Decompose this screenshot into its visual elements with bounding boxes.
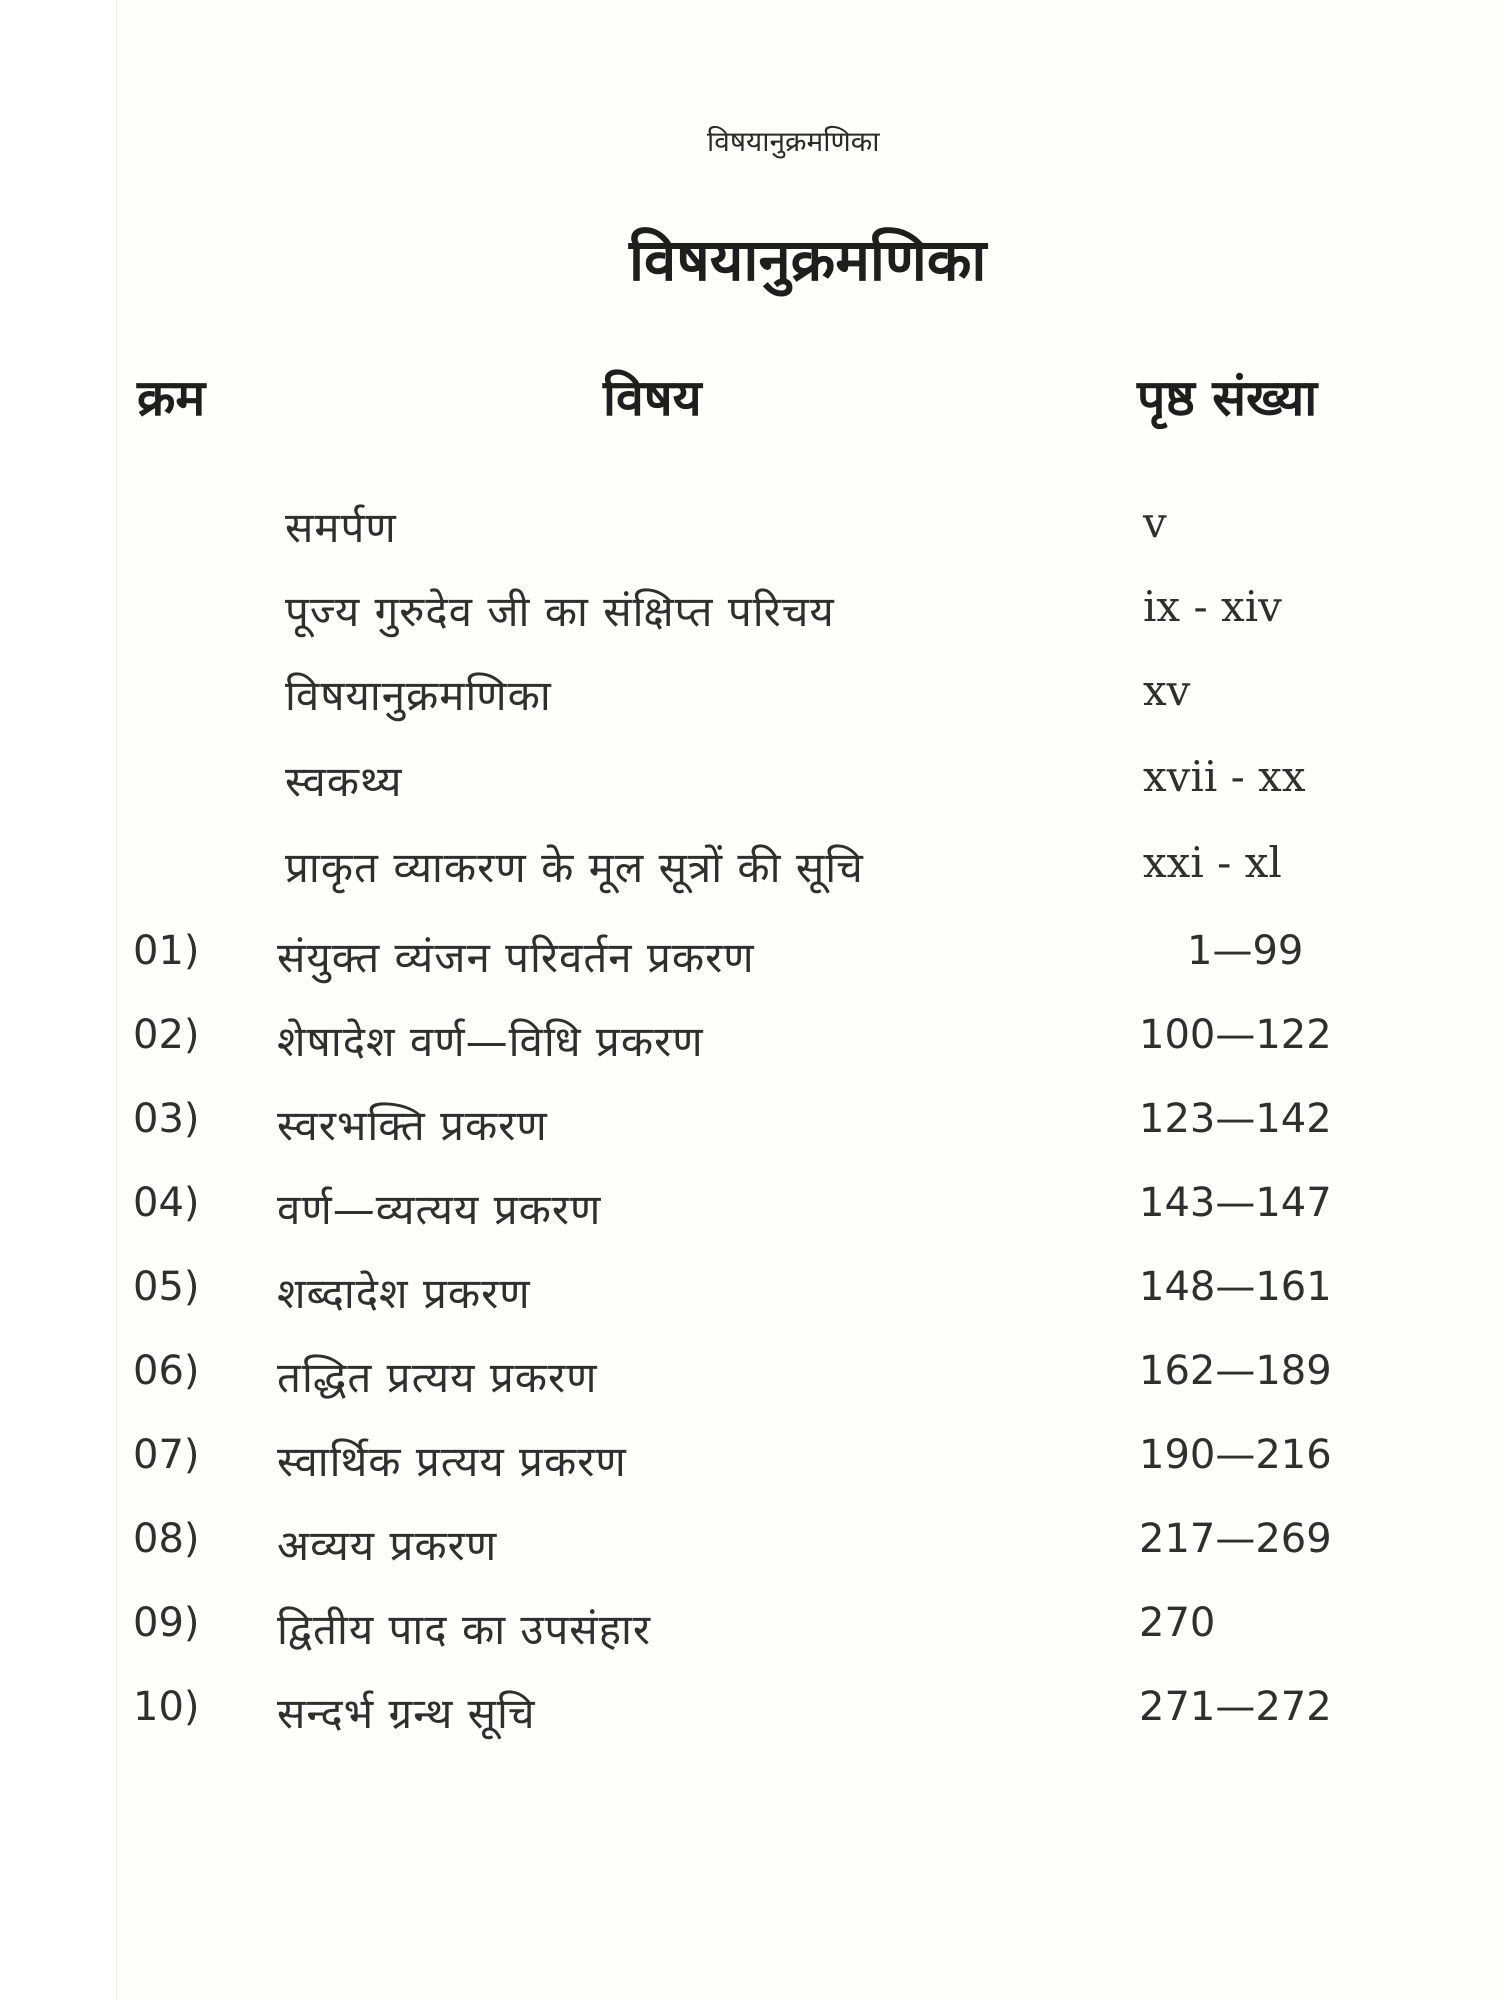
toc-chapter-row	[117, 928, 1500, 998]
running-head: विषयानुक्रमणिका	[707, 125, 880, 158]
toc-pages: v	[1143, 498, 1167, 547]
toc-subject: वर्ण—व्यत्यय प्रकरण	[277, 1185, 602, 1234]
book-page	[116, 0, 1500, 2000]
toc-front-row	[117, 498, 1500, 568]
toc-pages: xxi - xl	[1143, 838, 1282, 887]
toc-pages: 190—216	[1139, 1432, 1332, 1478]
toc-subject: विषयानुक्रमणिका	[285, 671, 552, 720]
toc-subject: शब्दादेश प्रकरण	[277, 1269, 531, 1318]
toc-subject: स्वार्थिक प्रत्यय प्रकरण	[277, 1437, 627, 1486]
toc-number: 03)	[133, 1096, 200, 1142]
toc-front-row	[117, 582, 1500, 652]
toc-subject: संयुक्त व्यंजन परिवर्तन प्रकरण	[277, 933, 755, 982]
toc-number: 02)	[133, 1012, 200, 1058]
toc-pages: xvii - xx	[1143, 752, 1306, 801]
toc-front-row	[117, 666, 1500, 736]
toc-chapter-row	[117, 1432, 1500, 1502]
toc-subject: पूज्य गुरुदेव जी का संक्षिप्त परिचय	[285, 587, 835, 636]
toc-pages: 143—147	[1139, 1180, 1332, 1226]
toc-number: 06)	[133, 1348, 200, 1394]
toc-chapter-row	[117, 1180, 1500, 1250]
toc-front-row	[117, 838, 1500, 908]
toc-pages: ix - xiv	[1143, 582, 1282, 631]
toc-pages: 123—142	[1139, 1096, 1332, 1142]
toc-subject: प्राकृत व्याकरण के मूल सूत्रों की सूचि	[285, 843, 864, 892]
toc-number: 01)	[133, 928, 200, 974]
toc-number: 07)	[133, 1432, 200, 1478]
toc-chapter-row	[117, 1684, 1500, 1754]
toc-subject: द्वितीय पाद का उपसंहार	[277, 1605, 652, 1654]
toc-number: 05)	[133, 1264, 200, 1310]
header-page: पृष्ठ संख्या	[1137, 369, 1318, 427]
toc-pages: 148—161	[1139, 1264, 1332, 1310]
page-title: विषयानुक्रमणिका	[629, 226, 987, 294]
toc-pages: 162—189	[1139, 1348, 1332, 1394]
toc-pages: 1—99	[1187, 928, 1304, 974]
toc-number: 09)	[133, 1600, 200, 1646]
toc-number: 08)	[133, 1516, 200, 1562]
toc-pages: xv	[1143, 666, 1191, 715]
toc-chapter-row	[117, 1348, 1500, 1418]
toc-number: 10)	[133, 1684, 200, 1730]
toc-number: 04)	[133, 1180, 200, 1226]
toc-chapter-row	[117, 1012, 1500, 1082]
toc-subject: समर्पण	[285, 503, 397, 552]
toc-pages: 271—272	[1139, 1684, 1332, 1730]
toc-subject: सन्दर्भ ग्रन्थ सूचि	[277, 1689, 536, 1738]
toc-subject: स्वकथ्य	[285, 757, 403, 806]
toc-subject: तद्धित प्रत्यय प्रकरण	[277, 1353, 598, 1402]
toc-subject: अव्यय प्रकरण	[277, 1521, 498, 1570]
toc-chapter-row	[117, 1600, 1500, 1670]
header-number: क्रम	[137, 369, 206, 427]
toc-subject: शेषादेश वर्ण—विधि प्रकरण	[277, 1017, 704, 1066]
toc-subject: स्वरभक्ति प्रकरण	[277, 1101, 548, 1150]
toc-chapter-row	[117, 1096, 1500, 1166]
toc-pages: 217—269	[1139, 1516, 1332, 1562]
toc-pages: 270	[1139, 1600, 1216, 1646]
toc-pages: 100—122	[1139, 1012, 1332, 1058]
toc-chapter-row	[117, 1264, 1500, 1334]
header-subject: विषय	[603, 369, 702, 427]
toc-chapter-row	[117, 1516, 1500, 1586]
toc-front-row	[117, 752, 1500, 822]
